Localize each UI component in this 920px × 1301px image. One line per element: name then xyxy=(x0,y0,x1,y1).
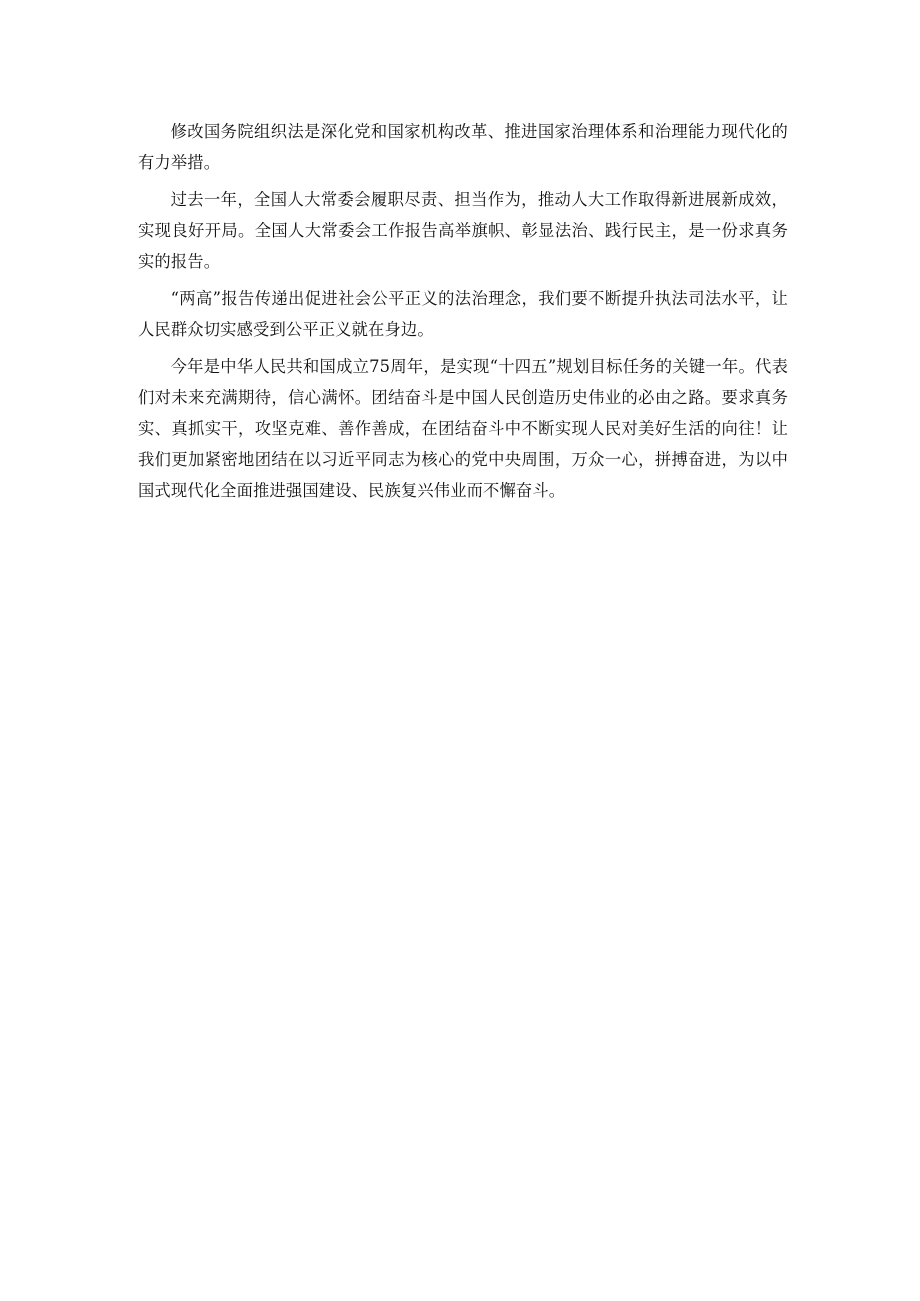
document-body xyxy=(138,116,788,512)
paragraph-4: 今年是中华人民共和国成立75周年，是实现“十四五”规划目标任务的关键一年。代表们对未来充满期待，信心满怀。团结奋斗是中国人民创造历史伟业的必由之路。要求真务实、真抓实干，攻坚克难、善作善成，在团结奋斗中不断实现人民对美好生活的向往！让我们更加紧密地团结在以习近平同志为核心的党中央周围，万众一心，拼搏奋进，为以中国式现代化全面推进强国建设、民族复兴伟业而不懈奋斗。 xyxy=(138,357,788,500)
paragraph-1: 修改国务院组织法是深化党和国家机构改革、推进国家治理体系和治理能力现代化的有力举措。 xyxy=(138,122,788,172)
paragraph-2: 过去一年，全国人大常委会履职尽责、担当作为，推动人大工作取得新进展新成效，实现良好开局。全国人大常委会工作报告高举旗帜、彰显法治、践行民主，是一份求真务实的报告。 xyxy=(138,190,788,271)
paragraph-3: “两高”报告传递出促进社会公平正义的法治理念，我们要不断提升执法司法水平，让人民群众切实感受到公平正义就在身边。 xyxy=(138,289,788,339)
